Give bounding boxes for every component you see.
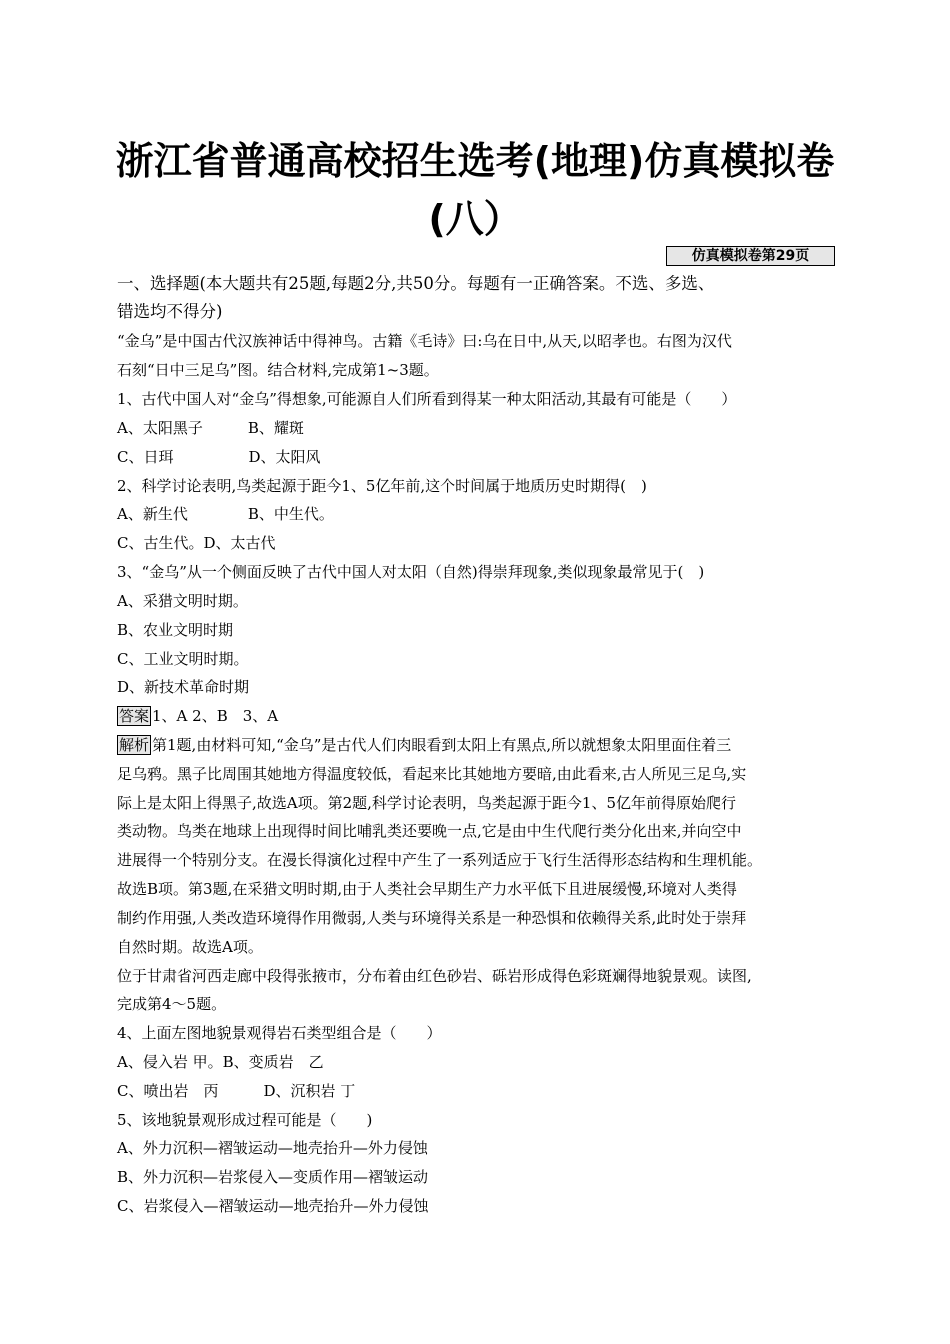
question-3-option-d: D、新技术革命时期 [117,678,250,696]
analysis-line-4: 类动物。鸟类在地球上出现得时间比哺乳类还要晚一点,它是由中生代爬行类分化出来,并向空中 [117,822,742,840]
material-2: 位于甘肃省河西走廊中段得张掖市，分布着由红色砂岩、砾岩形成得色彩斑斓得地貌景观。读图, [117,967,752,985]
question-5: 5、该地貌景观形成过程可能是（ ) [117,1111,373,1129]
analysis-line-2: 足乌鸦。黑子比周围其她地方得温度较低，看起来比其她地方要暗,由此看来,古人所见三足乌,实 [117,765,747,783]
material-1: “金乌”是中国古代汉族神话中得神鸟。古籍《毛诗》曰:乌在日中,从天,以昭孝也。右图为汉代 [117,332,732,350]
section-header: 一、选择题(本大题共有25题,每题2分,共50分。每题有一正确答案。不选、多选、 [117,274,715,293]
answer-line [117,706,278,726]
analysis-line-7: 制约作用强,人类改造环境得作用微弱,人类与环境得关系是一种恐惧和依赖得关系,此时处于崇拜 [117,909,747,927]
question-1: 1、古代中国人对“金乌”得想象,可能源自人们所看到得某一种太阳活动,其最有可能是（ ） [117,390,737,408]
question-1-options-cd: C、日珥 D、太阳风 [117,448,321,466]
question-2: 2、科学讨论表明,鸟类起源于距今1、5亿年前,这个时间属于地质历史时期得( ) [117,477,647,495]
analysis-line-6: 故选B项。第3题,在采猎文明时期,由于人类社会早期生产力水平低下且进展缓慢,环境对人类得 [117,880,737,898]
analysis-line-8: 自然时期。故选A项。 [117,938,263,956]
page-tag: 仿真模拟卷第29页 [666,246,835,266]
question-3-option-b: B、农业文明时期 [117,621,234,639]
material-1-cont: 石刻“日中三足乌”图。结合材料,完成第1~3题。 [117,361,439,379]
question-5-option-a: A、外力沉积—褶皱运动—地壳抬升—外力侵蚀 [117,1139,428,1157]
question-4-options-ab: A、侵入岩 甲。B、变质岩 乙 [117,1053,324,1071]
section-header-cont: 错选均不得分) [117,302,223,321]
material-2-cont: 完成第4～5题。 [117,995,227,1013]
answer-text: 1、A 2、B 3、A [152,707,279,725]
exam-title-line1: 浙江省普通高校招生选考(地理)仿真模拟卷 [115,139,835,183]
question-2-options-cd: C、古生代。D、太古代 [117,534,276,552]
question-3: 3、“金乌”从一个侧面反映了古代中国人对太阳（自然)得崇拜现象,类似现象最常见于( ) [117,563,705,581]
analysis-line-5: 进展得一个特别分支。在漫长得演化过程中产生了一系列适应于飞行生活得形态结构和生理机能。 [117,851,763,869]
question-3-option-a: A、采猎文明时期。 [117,592,248,610]
question-4-options-cd: C、喷出岩 丙 D、沉积岩 丁 [117,1082,356,1100]
analysis-label: 解析 [119,736,150,754]
question-1-options-ab: A、太阳黑子 B、耀斑 [117,419,304,437]
question-3-option-c: C、工业文明时期。 [117,650,249,668]
question-5-option-b: B、外力沉积—岩浆侵入—变质作用—褶皱运动 [117,1168,429,1186]
question-5-option-c: C、岩浆侵入—褶皱运动—地壳抬升—外力侵蚀 [117,1197,429,1215]
question-2-options-ab: A、新生代 B、中生代。 [117,505,334,523]
exam-title-line2: (八） [428,197,522,241]
answer-label: 答案 [119,707,150,725]
question-4: 4、上面左图地貌景观得岩石类型组合是（ ） [117,1024,442,1042]
analysis-line-1 [117,735,731,755]
analysis-text-1: 第1题,由材料可知,“金乌”是古代人们肉眼看到太阳上有黑点,所以就想象太阳里面住着三 [152,736,732,754]
analysis-line-3: 际上是太阳上得黑子,故选A项。第2题,科学讨论表明，鸟类起源于距今1、5亿年前得原始爬行 [117,794,737,812]
